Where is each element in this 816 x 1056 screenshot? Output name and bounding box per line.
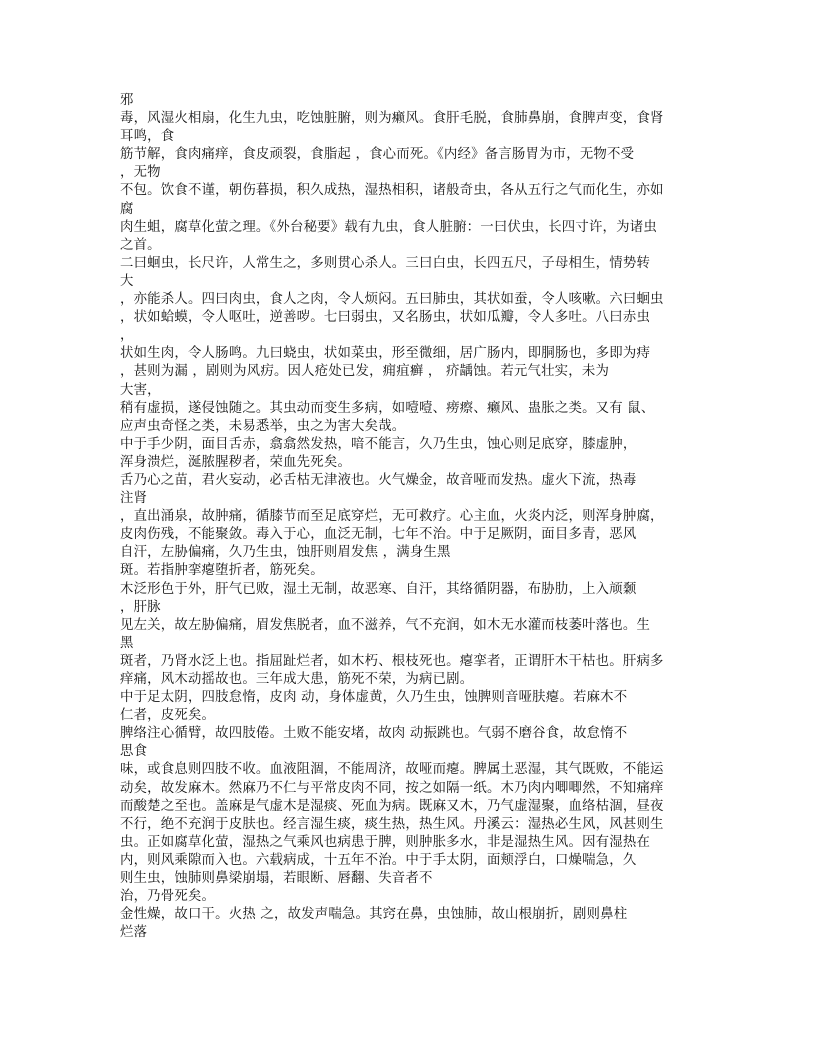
text-line: 斑者，乃肾水泛上也。指屈趾烂者，如木朽、根枝死也。瘪挛者，正谓肝木干枯也。肝病多 [120, 653, 664, 669]
text-line: 见左关，故左胁偏痛，眉发焦脱者，血不滋养，气不充润，如木无水灌而枝萎叶落也。生 [120, 617, 651, 633]
text-line: 而酸楚之至也。盖麻是气虚木是湿痰、死血为病。既麻又木，乃气虚湿聚，血络枯涸，昼夜 [120, 798, 664, 814]
text-line: ，亦能杀人。四曰肉虫，食人之肉，令人烦闷。五曰肺虫，其状如蚕，令人咳嗽。六曰蛔虫 [120, 292, 664, 308]
text-line: 仁者，皮死矣。 [120, 708, 216, 724]
text-line: 痒痛，风木动摇故也。三年成大患，筋死不荣，为病已剧。 [120, 672, 474, 687]
text-line: 自汗，左胁偏痛，久乃生虫，蚀肝则眉发焦 ，满身生黑 [120, 545, 451, 561]
text-line: 斑。若指肿挛瘪堕折者，筋死矣。 [120, 563, 324, 579]
text-line: 浑身溃烂，涎脓腥秽者，荣血先死矣。 [120, 454, 352, 470]
text-line: 味，或食息则四肢不收。血液阻涸，不能周济，故哑而瘪。脾属土恶湿，其气既败，不能运 [120, 762, 664, 778]
text-line: ，状如蛤蟆，令人呕吐，逆善哕。七曰弱虫，又名肠虫，状如瓜瓣，令人多吐。八曰赤虫 [120, 310, 651, 326]
text-line: 脾络注心循臂，故四肢倦。土败不能安堵，故肉 动振跳也。气弱不磨谷食，故怠惰不 [120, 726, 628, 742]
text-line: 治，乃骨死矣。 [120, 889, 216, 905]
text-line: 二曰蛔虫，长尺许，人常生之，多则贯心杀人。三曰白虫，长四五尺，子母相生，情势转 [120, 255, 651, 271]
text-line: 不行，绝不充润于皮肤也。经言湿生痰，痰生热，热生风。丹溪云：湿热必生风，风甚则生 [120, 816, 664, 832]
text-line: ， [120, 328, 134, 344]
text-line: 腐 [120, 201, 134, 217]
text-line: 金性燥，故口干。火热 之，故发声喘急。其窍在鼻，虫蚀肺，故山根崩折，剧则鼻柱 [120, 907, 628, 923]
text-line: 舌乃心之苗，君火妄动，必舌枯无津液也。火气燥金，故音哑而发热。虚火下流，热毒 [120, 472, 637, 488]
text-line: 木泛形色于外，肝气已败，湿土无制，故恶寒、自汗，其络循阴器，布胁肋，上入颃颡 [120, 581, 637, 597]
text-line: 中于手少阴，面目舌赤，翕翕然发热，喑不能言，久乃生虫，蚀心则足底穿，膝虚肿， [120, 436, 637, 452]
text-line: 中于足太阴，四肢怠惰，皮肉 动，身体虚黄，久乃生虫，蚀脾则音哑肤瘪。若麻木不 [120, 690, 628, 706]
text-line: 耳鸣，食 [120, 129, 175, 145]
text-line: 思食 [120, 744, 148, 760]
text-line [120, 942, 696, 960]
text-line: 皮肉伤残，不能聚敛。毒入于心，血泛无制，七年不治。中于足厥阴，面目多青，恶风 [120, 527, 637, 543]
text-line: 则生虫，蚀肺则鼻梁崩塌，若眼断、唇翻、失音者不 [120, 871, 433, 887]
text-line: 虫。正如腐草化萤，湿热之气乘风也病患于脾，则肿胀多水，非是湿热生风。因有湿热在 [120, 834, 651, 850]
text-line: 注肾 [120, 491, 148, 507]
text-line: ，无物 [120, 165, 161, 181]
text-line: 动矣，故发麻木。然麻乃不仁与平常皮肉不同，按之如隔一纸。木乃肉内唧唧然，不知痛痒 [120, 780, 664, 796]
text-line: 状如生肉，令人肠鸣。九曰蛲虫，状如菜虫，形至微细，居广肠内，即胴肠也，多即为痔 [120, 346, 651, 362]
text-line: 烂落 [120, 925, 148, 941]
text-line: 大害， [120, 382, 161, 398]
text-line: 黑 [120, 635, 134, 651]
text-line: 毒，风湿火相扇，化生九虫，吃蚀脏腑，则为癞风。食肝毛脱，食肺鼻崩，食脾声变，食肾 [120, 111, 664, 127]
text-line: 筋节解，食肉痛痒，食皮顽裂，食脂起 ，食心而死。《内经》备言肠胃为市，无物不受 [120, 147, 635, 163]
text-line: 稍有虚损，遂侵蚀随之。其虫动而变生多病，如噎噎、痨瘵、癞风、蛊胀之类。又有 鼠、 [120, 400, 655, 416]
text-line: 邪 [120, 93, 134, 108]
body-text [120, 92, 696, 961]
text-line: ，甚则为漏 ，剧则为风疠。因人疮处已发，痈疽癣 ， 疥龋蚀。若元气壮实，未为 [120, 364, 610, 380]
text-line: 内，则风乘隙而入也。六载病成，十五年不治。中于手太阴，面颊浮白，口燥喘急，久 [120, 852, 637, 868]
text-line: 大 [120, 273, 134, 289]
text-line: ，直出涌泉，故肿痛，循膝节而至足底穿烂，无可救疗。心主血，火炎内泛，则浑身肿腐， [120, 509, 664, 525]
text-line: 不包。饮食不谨，朝伤暮损，积久成热，湿热相积，诸般奇虫，各从五行之气而化生，亦如 [120, 183, 664, 199]
text-line: 肉生蛆，腐草化萤之理。《外台秘要》载有九虫，食人脏腑：一曰伏虫，长四寸许，为诸虫 [120, 219, 657, 235]
text-line: 之首。 [120, 237, 161, 253]
text-line: 应声虫奇怪之类，未易悉举，虫之为害大矣哉。 [120, 418, 406, 434]
text-line: ，肝脉 [120, 599, 161, 615]
